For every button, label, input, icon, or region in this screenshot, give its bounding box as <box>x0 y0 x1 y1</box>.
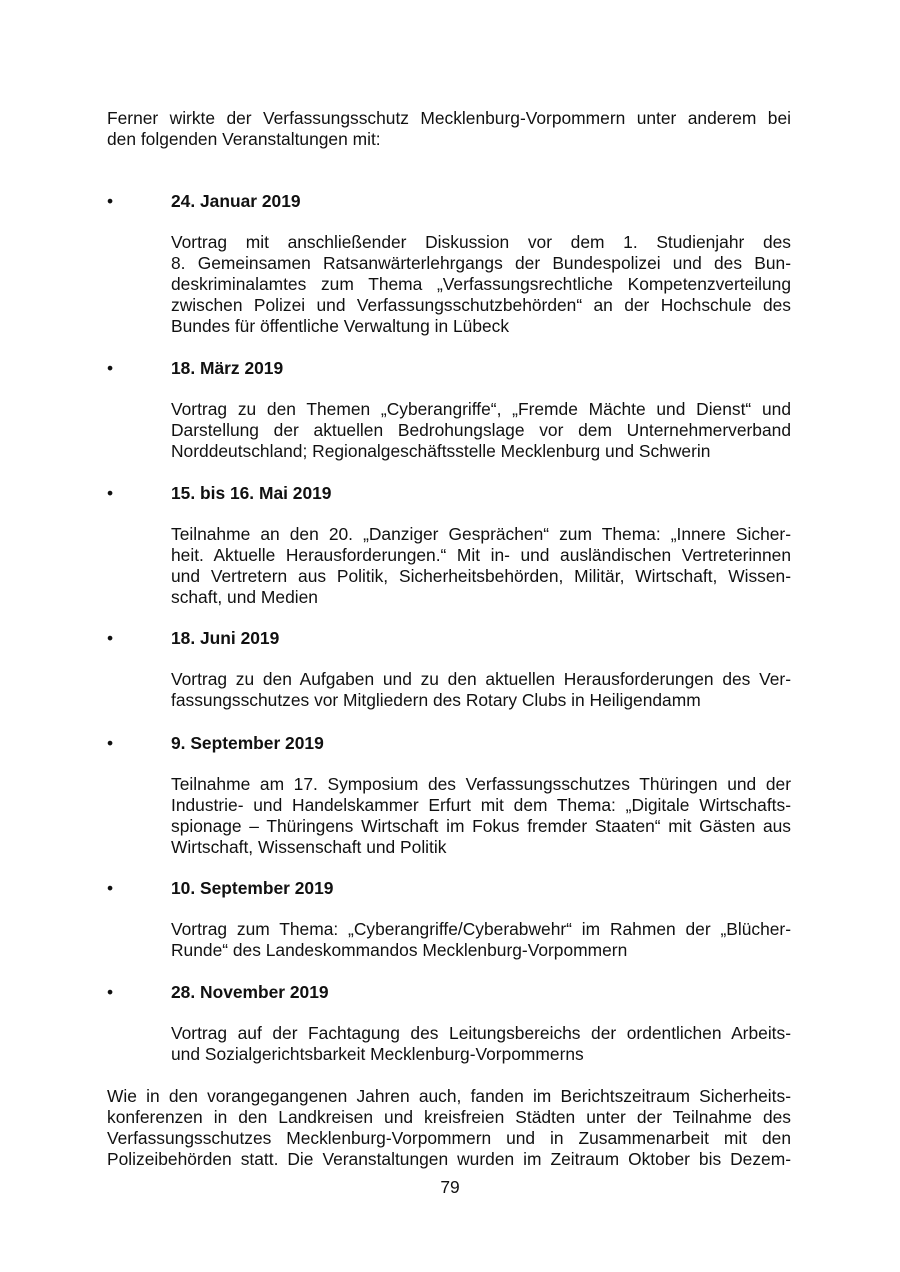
event-description <box>171 774 791 858</box>
intro-paragraph <box>107 108 791 150</box>
text-line: fassungsschutzes vor Mitgliedern des Rotary Clubs in Heiligendamm <box>171 689 701 710</box>
text-line: Vortrag mit anschließender Diskussion vor dem 1. Studienjahr des <box>171 232 791 252</box>
text-line: Runde“ des Landeskommandos Mecklenburg-Vorpommern <box>171 939 628 960</box>
text-line: schaft, und Medien <box>171 586 318 607</box>
text-line: Verfassungsschutzes Mecklenburg-Vorpommern und in Zusammenarbeit mit den <box>107 1127 791 1148</box>
text-line: und Vertretern aus Politik, Sicherheitsbehörden, Militär, Wirtschaft, Wissen- <box>171 565 791 586</box>
event-description <box>171 399 791 462</box>
bullet-icon: • <box>107 628 114 648</box>
bullet-icon: • <box>107 191 114 211</box>
text-line: und Sozialgerichtsbarkeit Mecklenburg-Vorpommerns <box>171 1043 584 1064</box>
text-line: Wirtschaft, Wissenschaft und Politik <box>171 836 447 857</box>
event-date: 9. September 2019 <box>171 733 324 753</box>
text-line: Polizeibehörden statt. Die Veranstaltungen wurden im Zeitraum Oktober bis Dezem- <box>107 1148 791 1169</box>
text-line: Wie in den vorangegangenen Jahren auch, fanden im Berichtszeitraum Sicherheits- <box>107 1086 791 1106</box>
bullet-icon: • <box>107 878 114 898</box>
event-description <box>171 524 791 608</box>
event-description <box>171 669 791 711</box>
bullet-icon: • <box>107 483 114 503</box>
event-date: 18. März 2019 <box>171 358 284 378</box>
text-line: Darstellung der aktuellen Bedrohungslage vor dem Unternehmerverband <box>171 419 791 440</box>
event-date: 18. Juni 2019 <box>171 628 280 648</box>
text-line: Vortrag zum Thema: „Cyberangriffe/Cyberabwehr“ im Rahmen der „Blücher- <box>171 919 791 939</box>
text-line: Vortrag zu den Aufgaben und zu den aktuellen Herausforderungen des Ver- <box>171 669 791 689</box>
bullet-icon: • <box>107 982 114 1002</box>
text-line: Ferner wirkte der Verfassungsschutz Mecklenburg-Vorpommern unter anderem bei <box>107 108 791 128</box>
text-line: Teilnahme am 17. Symposium des Verfassungsschutzes Thüringen und der <box>171 774 791 794</box>
text-line: deskriminalamtes zum Thema „Verfassungsrechtliche Kompetenzverteilung <box>171 273 791 294</box>
text-line: heit. Aktuelle Herausforderungen.“ Mit in- und ausländischen Vertreterinnen <box>171 544 791 565</box>
event-description <box>171 1023 791 1065</box>
text-line: spionage – Thüringens Wirtschaft im Fokus fremder Staaten“ mit Gästen aus <box>171 815 791 836</box>
event-date: 28. November 2019 <box>171 982 329 1002</box>
event-description <box>171 919 791 961</box>
text-line: Teilnahme an den 20. „Danziger Gesprächen“ zum Thema: „Innere Sicher- <box>171 524 791 544</box>
text-line: Vortrag zu den Themen „Cyberangriffe“, „Fremde Mächte und Dienst“ und <box>171 399 791 419</box>
text-line: Vortrag auf der Fachtagung des Leitungsbereichs der ordentlichen Arbeits- <box>171 1023 791 1043</box>
page-number: 79 <box>440 1177 460 1197</box>
text-line: konferenzen in den Landkreisen und kreisfreien Städten unter der Teilnahme des <box>107 1106 791 1127</box>
text-line: Industrie- und Handelskammer Erfurt mit dem Thema: „Digitale Wirtschafts- <box>171 794 791 815</box>
text-line: Bundes für öffentliche Verwaltung in Lübeck <box>171 315 510 336</box>
bullet-icon: • <box>107 358 114 378</box>
bullet-icon: • <box>107 733 114 753</box>
event-date: 24. Januar 2019 <box>171 191 301 211</box>
text-line: Norddeutschland; Regionalgeschäftsstelle Mecklenburg und Schwerin <box>171 440 711 461</box>
closing-paragraph <box>107 1086 791 1170</box>
event-date: 10. September 2019 <box>171 878 334 898</box>
text-line: den folgenden Veranstaltungen mit: <box>107 128 381 149</box>
text-line: 8. Gemeinsamen Ratsanwärterlehrgangs der Bundespolizei und des Bun- <box>171 252 791 273</box>
event-date: 15. bis 16. Mai 2019 <box>171 483 332 503</box>
event-description <box>171 232 791 337</box>
text-line: zwischen Polizei und Verfassungsschutzbehörden“ an der Hochschule des <box>171 294 791 315</box>
